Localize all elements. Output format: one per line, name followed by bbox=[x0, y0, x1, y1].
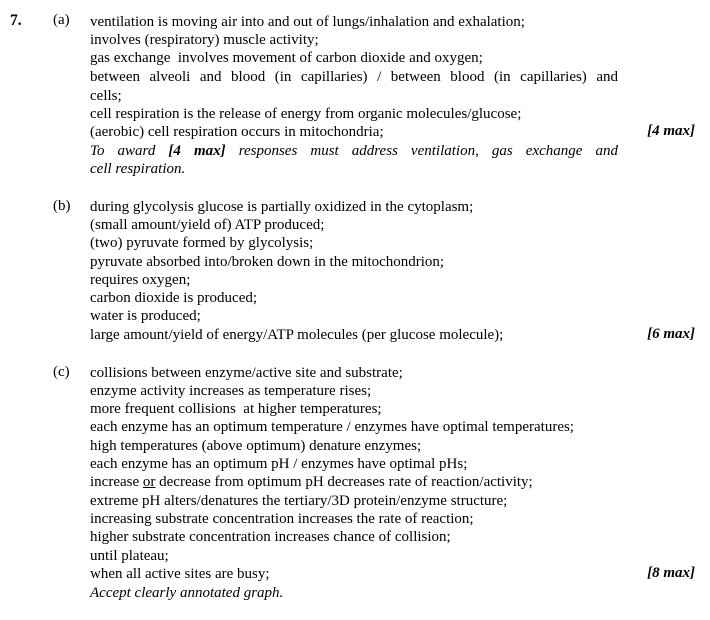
part-a-marks: [4 max] bbox=[647, 123, 695, 139]
part-c-marks: [8 max] bbox=[647, 565, 695, 581]
part-b-line-2: (small amount/yield of) ATP produced; bbox=[90, 217, 325, 233]
part-a-line-4: between alveoli and blood (in capillaries) / between blood (in capillaries) and bbox=[90, 69, 618, 85]
part-b-line-3: (two) pyruvate formed by glycolysis; bbox=[90, 235, 314, 251]
part-b-label: (b) bbox=[53, 198, 71, 214]
part-b-line-1: during glycolysis glucose is partially oxidized in the cytoplasm; bbox=[90, 199, 474, 215]
part-b-line-4: pyruvate absorbed into/broken down in the mitochondrion; bbox=[90, 254, 445, 270]
part-c-line-8: extreme pH alters/denatures the tertiary/3D protein/enzyme structure; bbox=[90, 493, 508, 509]
question-number: 7. bbox=[10, 12, 22, 29]
part-c-line-7: increase or decrease from optimum pH decreases rate of reaction/activity; bbox=[90, 474, 533, 490]
part-b-line-8: large amount/yield of energy/ATP molecules (per glucose molecule); bbox=[90, 327, 504, 343]
part-c-line-9: increasing substrate concentration increases the rate of reaction; bbox=[90, 511, 474, 527]
part-c-line-3: more frequent collisions at higher temperatures; bbox=[90, 401, 382, 417]
part-c-line-11: until plateau; bbox=[90, 548, 169, 564]
part-b-line-6: carbon dioxide is produced; bbox=[90, 290, 258, 306]
part-a-line-7: (aerobic) cell respiration occurs in mitochondria; bbox=[90, 124, 384, 140]
part-c-label: (c) bbox=[53, 364, 70, 380]
part-a-line-3: gas exchange involves movement of carbon dioxide and oxygen; bbox=[90, 50, 483, 66]
part-c-line-1: collisions between enzyme/active site and substrate; bbox=[90, 365, 403, 381]
part-a-label: (a) bbox=[53, 12, 70, 28]
part-a-line-2: involves (respiratory) muscle activity; bbox=[90, 32, 319, 48]
part-c-line-12: when all active sites are busy; bbox=[90, 566, 270, 582]
part-c-note: Accept clearly annotated graph. bbox=[90, 585, 284, 601]
part-a-line-1: ventilation is moving air into and out of lungs/inhalation and exhalation; bbox=[90, 14, 525, 30]
part-c-line-10: higher substrate concentration increases chance of collision; bbox=[90, 529, 451, 545]
part-b-marks: [6 max] bbox=[647, 326, 695, 342]
part-c-line-2: enzyme activity increases as temperature rises; bbox=[90, 383, 372, 399]
part-b-line-5: requires oxygen; bbox=[90, 272, 191, 288]
part-b-line-7: water is produced; bbox=[90, 308, 201, 324]
part-a-note-2: cell respiration. bbox=[90, 161, 186, 177]
part-c-line-5: high temperatures (above optimum) denature enzymes; bbox=[90, 438, 422, 454]
part-a-note-1: To award [4 max] responses must address ventilation, gas exchange and bbox=[90, 143, 618, 159]
part-c-line-4: each enzyme has an optimum temperature / enzymes have optimal temperatures; bbox=[90, 419, 574, 435]
part-a-line-6: cell respiration is the release of energy from organic molecules/glucose; bbox=[90, 106, 522, 122]
part-c-line-6: each enzyme has an optimum pH / enzymes have optimal pHs; bbox=[90, 456, 468, 472]
part-a-line-5: cells; bbox=[90, 88, 122, 104]
